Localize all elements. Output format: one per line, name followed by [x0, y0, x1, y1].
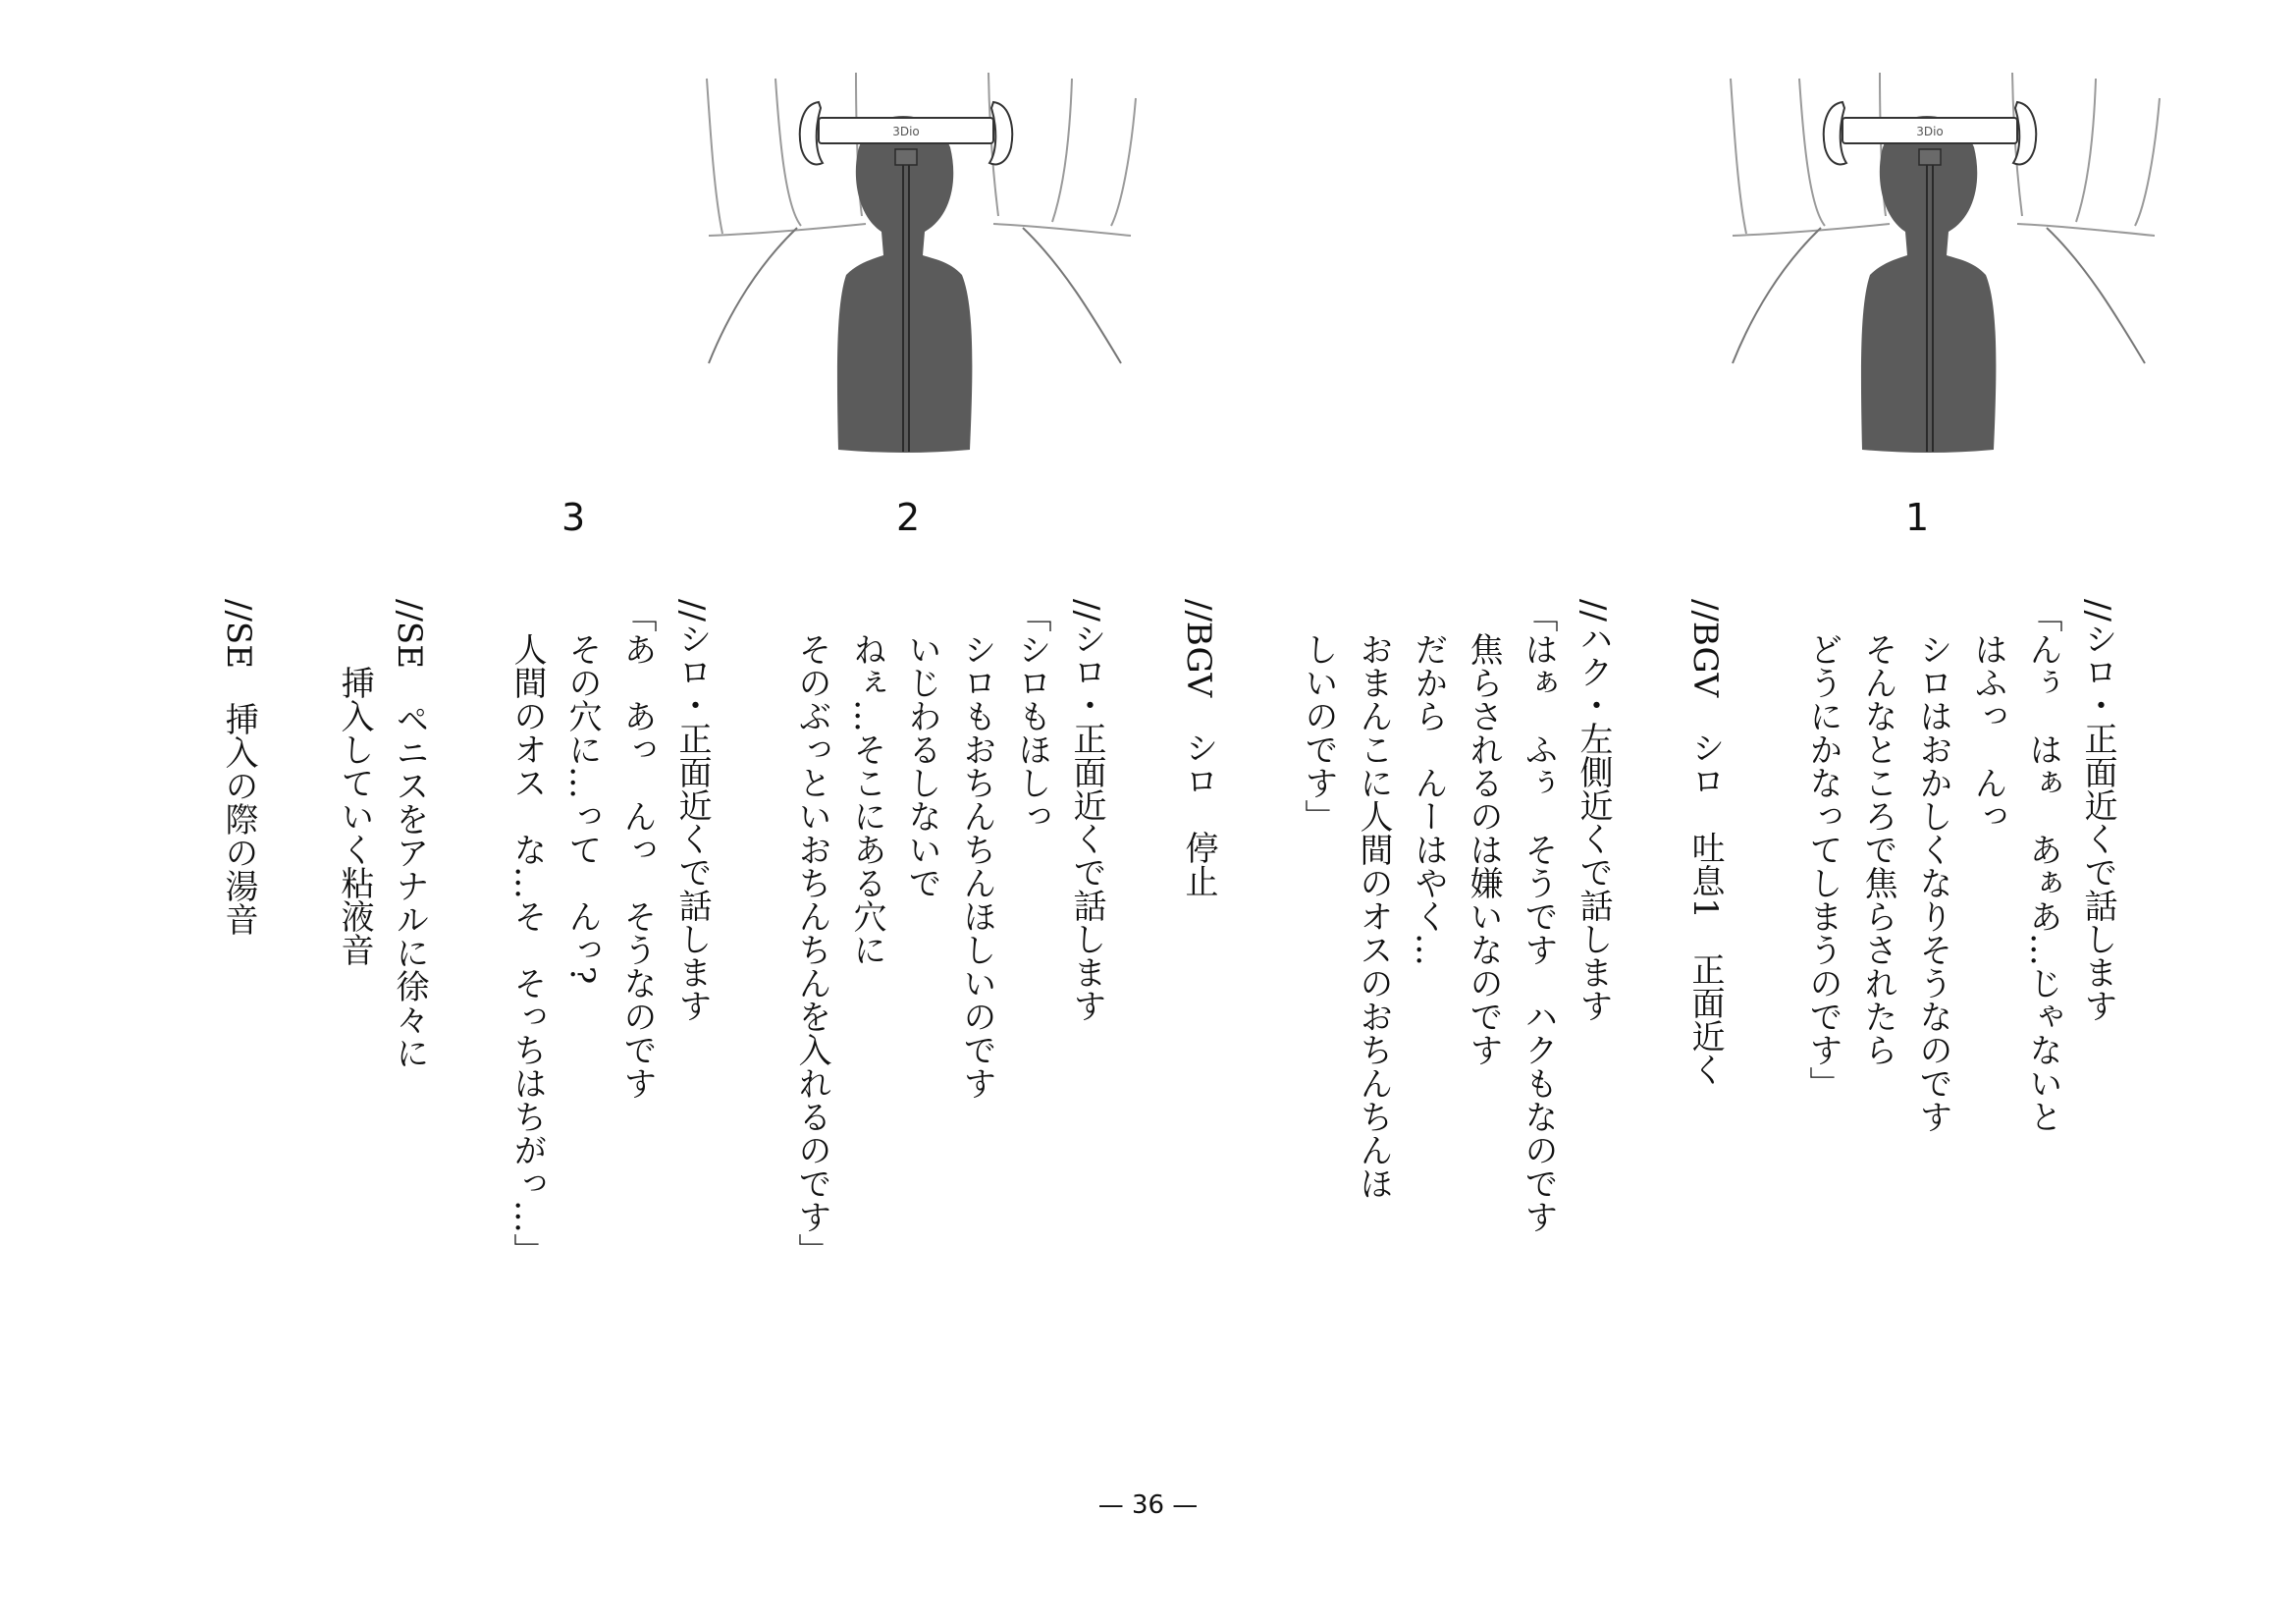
script-line: そんなところで焦らされたら — [1858, 599, 1897, 1066]
script-line: しいのです」 — [1299, 599, 1338, 833]
script-line: 挿入していく粘液音 — [335, 599, 374, 966]
script-line: 「はぁ ふぅ そうです ハクもなのです — [1519, 599, 1558, 1233]
page-number: — 36 — — [1097, 1490, 1199, 1520]
scene-illustration-2 — [699, 69, 1150, 481]
script-line: そのぶっといおちんちんを入れるのです」 — [792, 599, 831, 1267]
script-line: 焦らされるのは嫌いなのです — [1464, 599, 1503, 1066]
script-line: シロはおかしくなりそうなのです — [1913, 599, 1952, 1133]
figure-number-2: 2 — [896, 496, 921, 539]
script-line: だから んーはやく… — [1409, 599, 1448, 966]
script-line: 「あ あっ んっ そうなのです — [617, 599, 657, 1100]
script-line: おまんこに人間のオスのおちんちんほ — [1354, 599, 1393, 1200]
mic-brand-label: 3Dio — [892, 125, 920, 138]
script-line: //シロ・正面近くで話します — [1067, 599, 1106, 1022]
figure-number-1: 1 — [1905, 496, 1930, 539]
script-line: //BGV シロ 停止 — [1179, 599, 1218, 898]
script-line: 人間のオス な…そ そっちはちがっ…」 — [507, 599, 547, 1267]
script-line: //ハク・左側近くで話します — [1574, 599, 1613, 1022]
script-line: はふっ んっ — [1968, 599, 2007, 833]
script-line: シロもおちんちんほしいのです — [957, 599, 996, 1100]
scene-illustration-1 — [1723, 69, 2174, 481]
script-line: //BGV シロ 吐息1 正面近く — [1685, 599, 1725, 1086]
script-line: 「んぅ はぁ あぁあ…じゃないと — [2023, 599, 2062, 1133]
dummy-head-microphone-icon — [699, 69, 1150, 481]
script-line: その穴に…って んっ? — [562, 599, 602, 985]
script-line: いじわるしないで — [902, 599, 941, 899]
script-line: どうにかなってしまうのです」 — [1803, 599, 1842, 1100]
script-line: 「シロもほしっ — [1012, 599, 1051, 833]
script-line: ねぇ…そこにある穴に — [847, 599, 886, 966]
script-line: //SE 挿入の際の湯音 — [219, 599, 258, 937]
script-line: //SE ペニスをアナルに徐々に — [390, 599, 429, 1070]
mic-brand-label: 3Dio — [1916, 125, 1944, 138]
script-line: //シロ・正面近くで話します — [672, 599, 712, 1022]
script-line: //シロ・正面近くで話します — [2078, 599, 2117, 1022]
figure-number-3: 3 — [561, 496, 586, 539]
dummy-head-microphone-icon — [1723, 69, 2174, 481]
